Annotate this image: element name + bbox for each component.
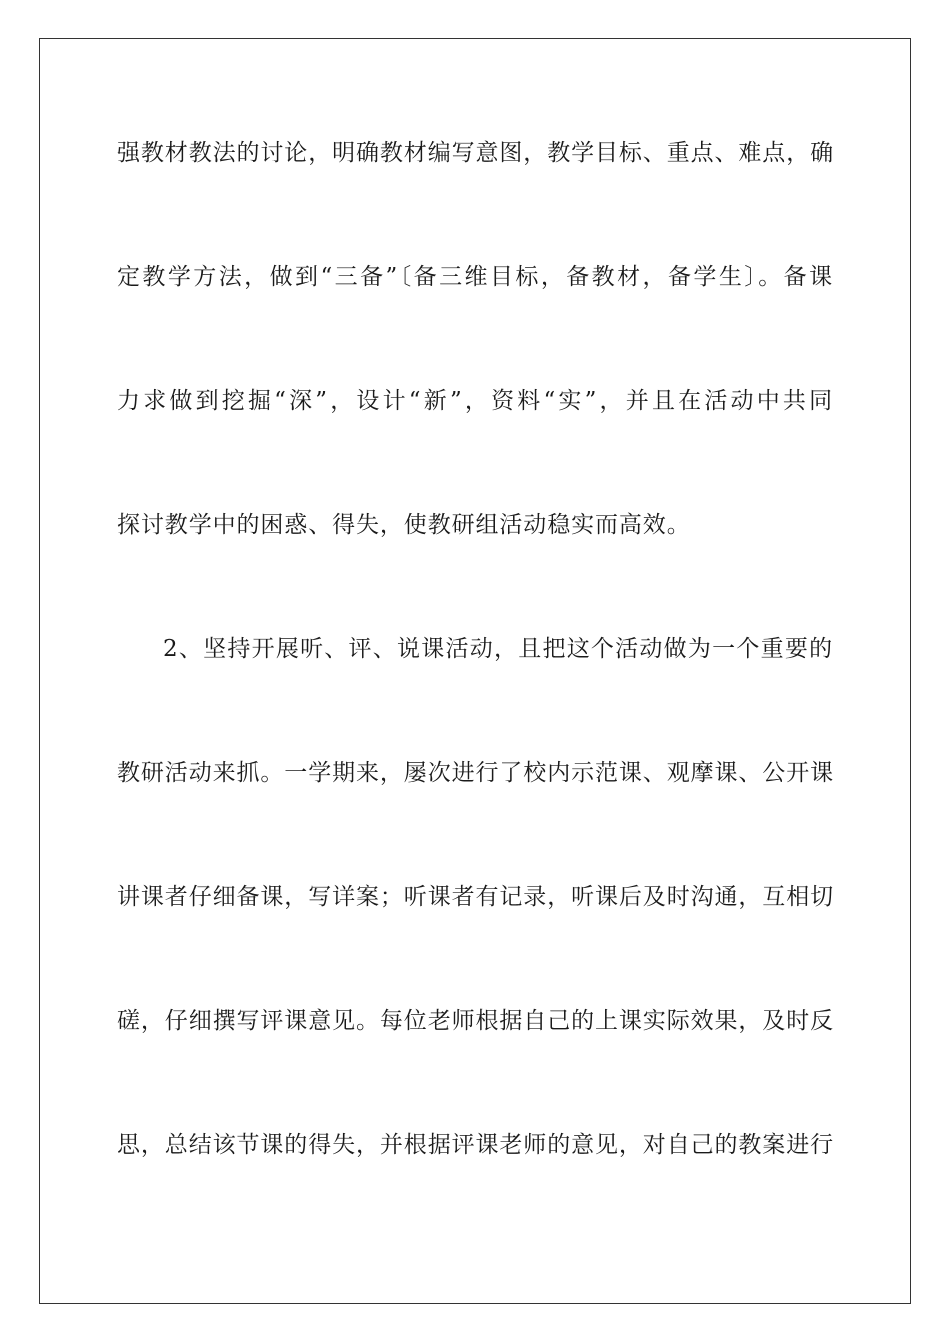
paragraph-line-1: 强教材教法的讨论，明确教材编写意图，教学目标、重点、难点，确: [117, 140, 834, 166]
paragraph-line-4: 探讨教学中的困惑、得失，使教研组活动稳实而高效。: [117, 512, 691, 538]
page-frame: [39, 38, 911, 1304]
paragraph-line-9: 思，总结该节课的得失，并根据评课老师的意见，对自己的教案进行: [117, 1132, 834, 1158]
paragraph-line-3: 力求做到挖掘“深”，设计“新”，资料“实”，并且在活动中共同: [117, 388, 833, 414]
paragraph-line-7: 讲课者仔细备课，写详案；听课者有记录，听课后及时沟通，互相切: [117, 884, 834, 910]
paragraph-line-8: 磋，仔细撰写评课意见。每位老师根据自己的上课实际效果，及时反: [117, 1008, 834, 1034]
paragraph-line-6: 教研活动来抓。一学期来，屡次进行了校内示范课、观摩课、公开课: [117, 760, 834, 786]
paragraph-line-5: 2、坚持开展听、评、说课活动，且把这个活动做为一个重要的: [163, 636, 833, 662]
paragraph-line-2: 定教学方法，做到“三备”〔备三维目标，备教材，备学生〕。备课: [117, 264, 833, 290]
